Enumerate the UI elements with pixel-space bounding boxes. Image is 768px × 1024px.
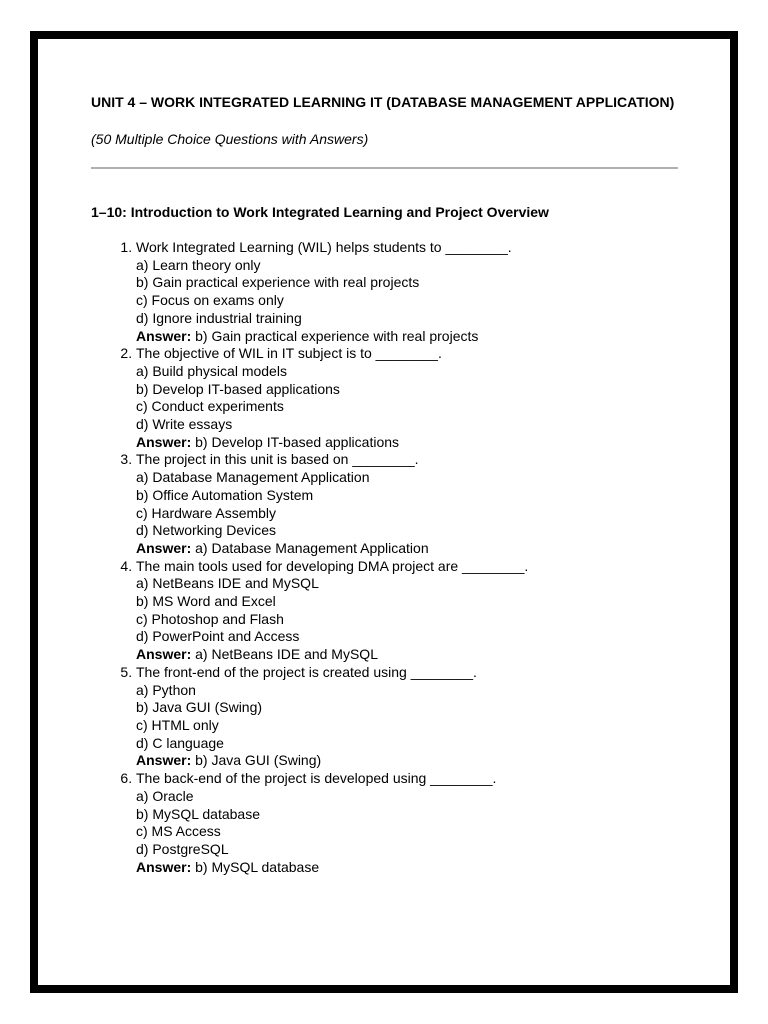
answer-line [136,328,681,346]
question-text: The front-end of the project is created using ________. [136,663,477,680]
answer-option: b) Office Automation System [136,486,314,503]
answer-value: b) Gain practical experience with real projects [195,327,479,344]
question-item [136,451,681,557]
answer-label: Answer: [136,327,192,344]
question-text: The main tools used for developing DMA project are ________. [136,557,529,574]
answer-option: a) NetBeans IDE and MySQL [136,575,319,592]
question-text: The back-end of the project is developed using ________. [136,770,497,787]
answer-value: a) NetBeans IDE and MySQL [195,646,378,663]
answer-option: b) Develop IT-based applications [136,380,340,397]
answer-option: c) HTML only [136,716,219,733]
answer-option: b) MySQL database [136,805,260,822]
answer-option: d) Networking Devices [136,522,277,539]
answer-option: d) Write essays [136,416,233,433]
section-heading: 1–10: Introduction to Work Integrated Learning and Project Overview [91,204,549,220]
answer-line [136,859,681,877]
answer-label: Answer: [136,752,192,769]
answer-value: b) Develop IT-based applications [195,433,400,450]
answer-option: c) Focus on exams only [136,292,284,309]
question-item [136,345,681,451]
answer-option: b) Java GUI (Swing) [136,699,263,716]
answer-label: Answer: [136,858,192,875]
answer-line [136,646,681,664]
horizontal-rule [91,167,678,169]
answer-option: a) Oracle [136,787,194,804]
answer-line [136,752,681,770]
answer-label: Answer: [136,539,192,556]
question-text: Work Integrated Learning (WIL) helps students to ________. [136,239,512,255]
question-item [136,664,681,770]
answer-option: a) Learn theory only [136,256,261,273]
answer-option: c) Conduct experiments [136,398,284,415]
question-list [91,239,681,876]
answer-line [136,540,681,558]
document-content [91,93,681,876]
answer-option: d) Ignore industrial training [136,309,302,326]
answer-option: d) C language [136,734,224,751]
question-text: The objective of WIL in IT subject is to ________. [136,345,442,362]
answer-option: d) PowerPoint and Access [136,628,300,645]
answer-line [136,434,681,452]
answer-value: b) MySQL database [195,858,320,875]
answer-option: a) Build physical models [136,362,287,379]
question-item [136,770,681,876]
answer-label: Answer: [136,433,192,450]
question-text: The project in this unit is based on ________. [136,451,419,468]
answer-option: a) Database Management Application [136,469,370,486]
question-item [136,558,681,664]
answer-value: b) Java GUI (Swing) [195,752,322,769]
answer-option: d) PostgreSQL [136,840,229,857]
answer-option: c) Hardware Assembly [136,504,277,521]
answer-option: c) MS Access [136,823,221,840]
answer-value: a) Database Management Application [195,539,429,556]
answer-option: c) Photoshop and Flash [136,610,284,627]
answer-option: b) Gain practical experience with real projects [136,274,420,291]
answer-label: Answer: [136,646,192,663]
answer-option: a) Python [136,681,196,698]
document-subtitle: (50 Multiple Choice Questions with Answers) [91,131,369,147]
document-title: UNIT 4 – WORK INTEGRATED LEARNING IT (DATABASE MANAGEMENT APPLICATION) [91,94,675,110]
answer-option: b) MS Word and Excel [136,593,276,610]
question-item [136,239,681,345]
